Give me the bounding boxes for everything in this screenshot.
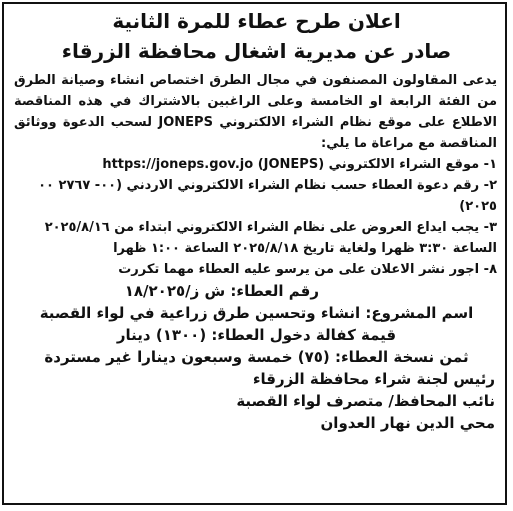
announcement-title: اعلان طرح عطاء للمرة الثانية bbox=[112, 9, 401, 33]
item-joneps-site: ١- موقع الشراء الالكتروني (JONEPS) https://joneps.gov.jo bbox=[102, 157, 497, 172]
signature-committee-head: رئيس لجنة شراء محافظة الزرقاء bbox=[252, 370, 495, 388]
bid-bond-value: قيمة كفالة دخول العطاء: (١٣٠٠) دينار bbox=[116, 326, 397, 344]
intro-paragraph: يدعى المقاولون المصنفون في مجال الطرق اختصاص انشاء وصيانة الطرق من الفئة الرابعة او الخامسة وعلى الراغبين بالاشتراك في هذه المناقصة الاطلاع على موقع نظام الشراء الالكتروني JONEPS لسحب الدعوة ووثائق المناقصة مع مراعاة ما يلي: bbox=[14, 73, 497, 151]
item-invitation-number: ٢- رقم دعوة العطاء حسب نظام الشراء الالكتروني الاردني (٠٠- ٢٧٦٧ ٠٠ ٢٠٢٥) bbox=[38, 178, 497, 214]
tender-announcement bbox=[8, 6, 505, 434]
tender-reference: رقم العطاء: ش ز/١٨/٢٠٢٥ bbox=[124, 282, 319, 300]
project-name: اسم المشروع: انشاء وتحسين طرق زراعية في لواء القصبة bbox=[39, 304, 474, 322]
item-submission-dates: ٣- يجب ايداع العروض على نظام الشراء الالكتروني ابتداء من ٢٠٢٥/٨/١٦ الساعة ٣:٣٠ ظهرا ولغاية تاريخ ٢٠٢٥/٨/١٨ الساعة ١:٠٠ ظهرا bbox=[44, 220, 497, 256]
signature-deputy-governor: نائب المحافظ/ متصرف لواء القصبة bbox=[236, 392, 495, 410]
signature-name: محي الدين نهار العدوان bbox=[320, 414, 495, 432]
issuer-title: صادر عن مديرية اشغال محافظة الزرقاء bbox=[61, 39, 452, 63]
item-advertising-fees: ٨- اجور نشر الاعلان على من يرسو عليه العطاء مهما تكررت bbox=[118, 262, 497, 277]
tender-copy-price: ثمن نسخة العطاء: (٧٥) خمسة وسبعون دينارا غير مستردة bbox=[44, 348, 469, 366]
